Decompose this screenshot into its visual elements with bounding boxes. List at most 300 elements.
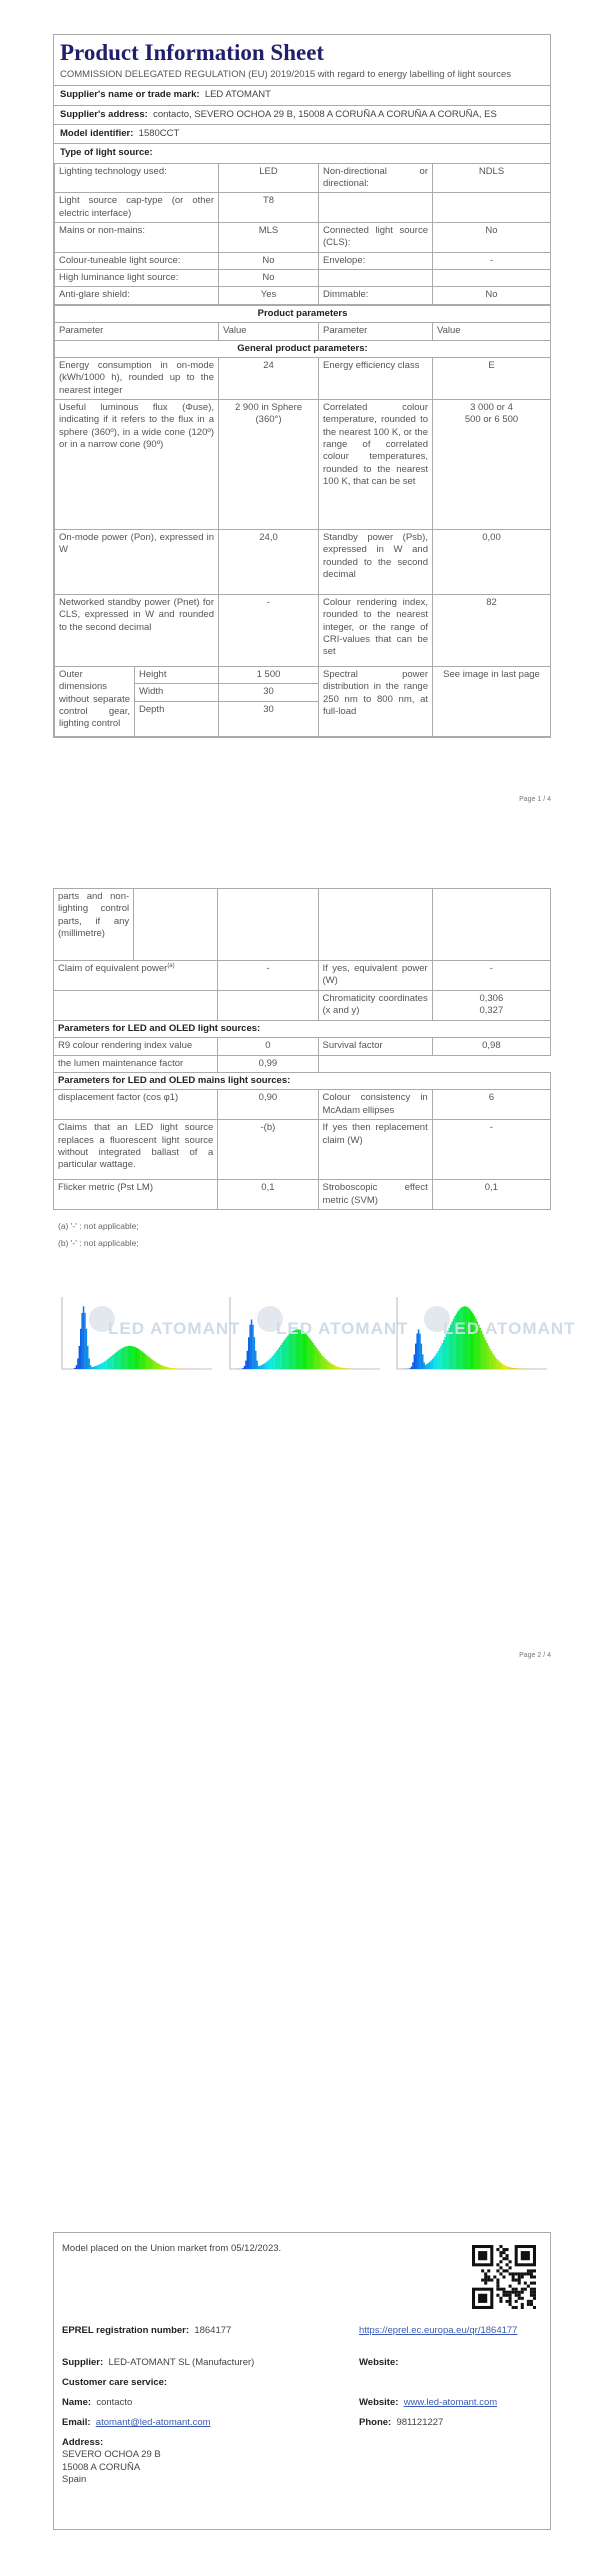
qr-module: [502, 2275, 505, 2278]
supplier-address: contacto, SEVERO OCHOA 29 B, 15008 A CORUÑA A CORUÑA A CORUÑA, ES: [153, 108, 497, 120]
spectrum-bar: [244, 1366, 246, 1369]
spectrum-bar: [493, 1355, 495, 1369]
cct-value-line1: 3 000 or 4: [470, 401, 513, 413]
spectrum-bar: [491, 1351, 493, 1369]
spectrum-bar: [308, 1337, 310, 1369]
spectrum-bar: [503, 1365, 505, 1369]
type-value-2: NDLS: [433, 163, 551, 193]
survival-factor-value: 0,98: [432, 1038, 550, 1055]
spectrum-bar: [104, 1361, 106, 1369]
qr-module: [496, 2294, 499, 2297]
eprel-reg-number: 1864177: [194, 2325, 232, 2336]
qr-finder: [478, 2251, 487, 2260]
market-placed-text: Model placed on the Union market from 05/12/2023.: [62, 2243, 282, 2254]
qr-module: [481, 2269, 484, 2272]
model-label: Model identifier:: [60, 128, 134, 140]
blank-cell: [54, 991, 218, 1021]
qr-module: [530, 2303, 533, 2306]
spectrum-bar: [128, 1346, 130, 1369]
fluorescent-replacement-value: -(b): [218, 1120, 318, 1180]
qr-module: [533, 2275, 536, 2278]
spectrum-bar: [430, 1360, 432, 1369]
qr-module: [481, 2279, 484, 2282]
standby-power-value: 0,00: [433, 529, 551, 594]
spectrum-bar: [107, 1359, 109, 1369]
spectrum-bar: [340, 1368, 342, 1369]
watermark-text: LED ATOMANT: [443, 1319, 576, 1338]
spectrum-bar: [317, 1349, 319, 1369]
displacement-factor-label: displacement factor (cos φ1): [54, 1090, 218, 1120]
outer-dimensions-label: Outer dimensions without separate control gear, lighting control: [55, 666, 135, 736]
type-param-2: Connected light source (CLS):: [319, 223, 433, 253]
type-param: High luminance light source:: [55, 270, 219, 287]
spectrum-bar: [492, 1353, 494, 1369]
height-value: 1 500: [219, 666, 319, 683]
spectrum-bar: [247, 1351, 249, 1369]
general-params-heading: General product parameters:: [55, 340, 551, 357]
spectrum-bar: [171, 1368, 173, 1369]
equivalent-power-label: If yes, equivalent power (W): [318, 961, 432, 991]
qr-module: [521, 2288, 524, 2291]
spectrum-bar: [88, 1358, 90, 1369]
spectrum-bar: [76, 1365, 78, 1369]
type-value: LED: [219, 163, 319, 193]
type-value: No: [219, 252, 319, 269]
spectrum-bar: [118, 1350, 120, 1369]
spd-value: See image in last page: [433, 666, 551, 736]
qr-module: [530, 2269, 533, 2272]
spectrum-bar: [143, 1353, 145, 1369]
qr-module: [521, 2275, 524, 2278]
depth-label: Depth: [135, 701, 219, 736]
type-row-0: [55, 163, 551, 193]
qr-module: [533, 2282, 536, 2285]
address-line-3: Spain: [62, 2474, 87, 2486]
type-row: [54, 143, 550, 162]
qr-module: [496, 2263, 499, 2266]
spectrum-bar: [268, 1360, 270, 1369]
spectrum-bar: [126, 1346, 128, 1369]
qr-module: [487, 2269, 490, 2272]
chromaticity-x: 0,306: [479, 993, 504, 1004]
qr-module: [515, 2279, 518, 2282]
qr-module: [509, 2272, 512, 2275]
spectrum-bar: [109, 1357, 111, 1369]
spectrum-bar: [74, 1368, 76, 1369]
spectrum-bar: [139, 1350, 141, 1369]
spectrum-bar: [342, 1368, 344, 1369]
spectrum-bar: [86, 1329, 88, 1369]
qr-module: [487, 2275, 490, 2278]
spectrum-bar: [312, 1343, 314, 1369]
spectrum-bar: [443, 1340, 445, 1369]
spectrum-bar: [130, 1346, 132, 1369]
spectrum-bar: [429, 1362, 431, 1369]
spectrum-bar: [150, 1358, 152, 1369]
spectrum-bar: [97, 1365, 99, 1369]
website-link[interactable]: www.led-atomant.com: [403, 2397, 498, 2408]
spectrum-bar: [421, 1344, 423, 1369]
spectrum-bar: [83, 1306, 85, 1369]
spectrum-bar: [346, 1368, 348, 1369]
type-value-2: No: [433, 223, 551, 253]
replacement-claim-label: If yes then replacement claim (W): [318, 1120, 432, 1180]
qr-module: [518, 2297, 521, 2300]
spectrum-bar: [269, 1359, 271, 1369]
type-value: No: [219, 270, 319, 287]
spectrum-bar: [144, 1354, 146, 1369]
qr-finder: [521, 2251, 530, 2260]
qr-module: [521, 2272, 524, 2275]
qr-module: [484, 2279, 487, 2282]
spectrum-bar: [115, 1353, 117, 1369]
info-sheet-page-2: [53, 888, 551, 1210]
spectrum-bar: [277, 1349, 279, 1369]
website2-label: Website:: [359, 2397, 399, 2408]
spectrum-bar: [279, 1347, 281, 1369]
standby-power-label: Standby power (Psb), expressed in W and rounded to the second decimal: [319, 529, 433, 594]
qr-module: [502, 2269, 505, 2272]
eprel-url-link[interactable]: https://eprel.ec.europa.eu/qr/1864177: [359, 2325, 518, 2336]
qr-module: [499, 2254, 502, 2257]
chromaticity-y: 0,327: [479, 1005, 504, 1017]
spectrum-bar: [105, 1361, 107, 1369]
spectrum-bar: [307, 1336, 309, 1369]
spectrum-bar: [156, 1362, 158, 1369]
qr-module: [524, 2282, 527, 2285]
qr-module: [509, 2266, 512, 2269]
page-number-2: Page 2 / 4: [519, 1652, 551, 1659]
spectrum-bar: [331, 1364, 333, 1369]
qr-module: [521, 2303, 524, 2306]
qr-module: [496, 2288, 499, 2291]
spectrum-bar: [254, 1337, 256, 1369]
spectrum-bar: [489, 1349, 491, 1369]
spectrum-bar: [409, 1368, 411, 1369]
spectrum-bar: [129, 1346, 131, 1369]
colour-consistency-label: Colour consistency in McAdam ellipses: [318, 1090, 432, 1120]
qr-module: [509, 2303, 512, 2306]
spectrum-bar: [506, 1366, 508, 1369]
qr-module: [506, 2269, 509, 2272]
type-param-2: Non-directional or directional:: [319, 163, 433, 193]
type-value-2: [433, 270, 551, 287]
flicker-value: 0,1: [218, 1180, 318, 1210]
type-row-2: [55, 223, 551, 253]
qr-module: [484, 2275, 487, 2278]
spectrum-bar: [484, 1337, 486, 1369]
spectrum-bar: [167, 1367, 169, 1369]
spd-label: Spectral power distribution in the range 250 nm to 800 nm, at full-load: [319, 666, 433, 736]
product-params-heading: Product parameters: [55, 305, 551, 322]
replacement-claim-value: -: [432, 1120, 550, 1180]
qr-module: [499, 2288, 502, 2291]
qr-module: [509, 2260, 512, 2263]
lumen-maintenance-value: 0,99: [218, 1055, 318, 1072]
info-sheet-page-1: [53, 34, 551, 738]
spectrum-bar: [329, 1363, 331, 1369]
spectrum-bar: [77, 1358, 79, 1369]
qr-module: [502, 2257, 505, 2260]
spectrum-bar: [248, 1337, 250, 1369]
supplier-name-row: [54, 85, 550, 104]
spectrum-bar: [259, 1366, 261, 1369]
qr-module: [499, 2300, 502, 2303]
qr-module: [530, 2272, 533, 2275]
spectrum-bar: [276, 1351, 278, 1369]
displacement-factor-value: 0,90: [218, 1090, 318, 1120]
supplier-address-row: [54, 105, 550, 124]
cct-label: Correlated colour temperature, rounded to the nearest 100 K, or the range of correlated colour temperatures, rounded to the nearest 100 K, that can be set: [319, 399, 433, 529]
spectrum-bar: [95, 1366, 97, 1369]
spectrum-bar: [318, 1351, 320, 1369]
qr-module: [515, 2300, 518, 2303]
type-param: Colour-tuneable light source:: [55, 252, 219, 269]
qr-module: [512, 2275, 515, 2278]
spectrum-bar: [160, 1365, 162, 1369]
spectrum-bar: [84, 1313, 86, 1369]
spectrum-bar: [422, 1354, 424, 1369]
on-mode-power-value: 24,0: [219, 529, 319, 594]
qr-module: [512, 2291, 515, 2294]
qr-module: [515, 2291, 518, 2294]
depth-value: 30: [219, 701, 319, 736]
spectrum-bar: [433, 1357, 435, 1369]
qr-module: [502, 2248, 505, 2251]
spectrum-bar: [161, 1365, 163, 1369]
qr-module: [506, 2300, 509, 2303]
height-label: Height: [135, 666, 219, 683]
spectrum-bar: [252, 1325, 254, 1369]
spectrum-bar: [339, 1367, 341, 1369]
spectrum-bar: [426, 1364, 428, 1369]
spectrum-bar: [273, 1354, 275, 1369]
led-params-heading: Parameters for LED and OLED light sources:: [54, 1021, 551, 1038]
qr-module: [499, 2266, 502, 2269]
supplier-name: LED ATOMANT: [204, 89, 271, 101]
spectrum-bar: [319, 1353, 321, 1369]
spectrum-bar: [322, 1356, 324, 1369]
spectrum-bar: [439, 1349, 441, 1369]
footnote-b: (b) '-' : not applicable;: [58, 1238, 139, 1248]
type-value-2: -: [433, 252, 551, 269]
params-table-continued: [53, 888, 551, 1210]
qr-module: [499, 2272, 502, 2275]
mains-params-heading: Parameters for LED and OLED mains light sources:: [54, 1073, 551, 1090]
type-value-2: No: [433, 287, 551, 304]
qr-module: [499, 2260, 502, 2263]
qr-module: [518, 2272, 521, 2275]
type-param-2: Dimmable:: [319, 287, 433, 304]
spectrum-bar: [174, 1368, 176, 1369]
spectrum-bar: [272, 1356, 274, 1369]
qr-module: [496, 2282, 499, 2285]
page-title: Product Information Sheet: [60, 40, 325, 65]
qr-module: [527, 2303, 530, 2306]
luminous-flux-label: Useful luminous flux (Φuse), indicating if it refers to the flux in a sphere (360º), in a wide cone (120º) or in a narrow cone (90º): [55, 399, 219, 529]
spectrum-bar: [262, 1364, 264, 1369]
eprel-left-column: [62, 2325, 332, 2486]
qr-module: [524, 2288, 527, 2291]
spectrum-bar: [437, 1351, 439, 1369]
qr-module: [524, 2272, 527, 2275]
spectrum-bar: [135, 1347, 137, 1369]
website-label: Website:: [359, 2357, 399, 2368]
svm-value: 0,1: [432, 1180, 550, 1210]
spectrum-bar: [122, 1348, 124, 1369]
qr-module: [506, 2291, 509, 2294]
qr-module: [515, 2306, 518, 2309]
page-number-1: Page 1 / 4: [519, 796, 551, 803]
spectrum-bar: [486, 1343, 488, 1369]
spectrum-bar: [314, 1345, 316, 1369]
qr-module: [509, 2291, 512, 2294]
blank-cell: [218, 991, 318, 1021]
type-param: Lighting technology used:: [55, 163, 219, 193]
qr-module: [527, 2272, 530, 2275]
spectrum-bar: [170, 1368, 172, 1369]
equivalent-power-claim-value: -: [218, 961, 318, 991]
cri-label: Colour rendering index, rounded to the nearest integer, or the range of CRI-values that can be set: [319, 594, 433, 666]
spectrum-bar: [444, 1337, 446, 1369]
width-label: Width: [135, 684, 219, 701]
qr-module: [496, 2269, 499, 2272]
qr-module: [496, 2248, 499, 2251]
type-row-1: [55, 193, 551, 223]
col-header-param: Parameter: [55, 323, 219, 340]
spectrum-bar: [336, 1366, 338, 1369]
spectrum-bar: [332, 1364, 334, 1369]
spectrum-bar: [125, 1347, 127, 1369]
qr-module: [530, 2291, 533, 2294]
networked-standby-label: Networked standby power (Pnet) for CLS, expressed in W and rounded to the second decimal: [55, 594, 219, 666]
qr-module: [506, 2248, 509, 2251]
spectrum-bar: [310, 1339, 312, 1369]
qr-module: [506, 2294, 509, 2297]
spectrum-bar: [436, 1353, 438, 1369]
spectrum-bar: [154, 1361, 156, 1369]
spectrum-bar: [90, 1365, 92, 1369]
qr-module: [487, 2279, 490, 2282]
regulation-text: COMMISSION DELEGATED REGULATION (EU) 2019/2015 with regard to energy labelling of light sources: [60, 69, 512, 80]
energy-consumption-value: 24: [219, 357, 319, 399]
watermark-text: LED ATOMANT: [108, 1319, 241, 1338]
spectrum-bar: [147, 1356, 149, 1369]
chromaticity-label: Chromaticity coordinates (x and y): [318, 991, 432, 1021]
spectrum-bar: [157, 1363, 159, 1369]
qr-module: [518, 2275, 521, 2278]
spectrum-bar: [283, 1341, 285, 1369]
spectrum-bar: [81, 1313, 83, 1369]
qr-module: [509, 2300, 512, 2303]
type-value: T8: [219, 193, 319, 223]
type-value-2: [433, 193, 551, 223]
qr-module: [502, 2288, 505, 2291]
col-header-value: Value: [219, 323, 319, 340]
spectrum-bar: [98, 1365, 100, 1369]
outer-dimensions-cont: parts and non-lighting control parts, if any (millimetre): [54, 889, 134, 961]
spectrum-bar: [485, 1340, 487, 1369]
qr-module: [530, 2282, 533, 2285]
spectrum-bar: [168, 1367, 170, 1369]
params-table: [54, 305, 551, 737]
energy-class-value: E: [433, 357, 551, 399]
qr-module: [490, 2279, 493, 2282]
spectrum-bar: [414, 1354, 416, 1369]
col-header-value-2: Value: [433, 323, 551, 340]
address-line-2: 15008 A CORUÑA: [62, 2461, 141, 2473]
spectrum-bar: [416, 1334, 418, 1369]
type-row-3: [55, 252, 551, 269]
spectrum-bar: [132, 1346, 134, 1369]
spectrum-bar: [137, 1349, 139, 1369]
phone-value: 981121227: [396, 2417, 444, 2428]
cct-value-line2: 500 or 6 500: [464, 414, 519, 426]
spectrum-bar: [261, 1365, 263, 1369]
spectrum-bar: [80, 1329, 82, 1369]
spectrum-bar: [324, 1358, 326, 1369]
qr-module: [515, 2288, 518, 2291]
qr-module: [533, 2306, 536, 2309]
qr-module: [533, 2297, 536, 2300]
supplier-label: Supplier:: [62, 2357, 104, 2368]
qr-module: [502, 2294, 505, 2297]
spectrum-bar: [79, 1346, 81, 1369]
spectrum-bar: [242, 1368, 244, 1369]
spectrum-bar: [140, 1350, 142, 1369]
spectrum-bar: [112, 1355, 114, 1369]
qr-module: [530, 2300, 533, 2303]
watermark-text: LED ATOMANT: [276, 1319, 409, 1338]
model-identifier: 1580CCT: [138, 128, 180, 140]
qr-module: [518, 2282, 521, 2285]
spectrum-bar: [425, 1365, 427, 1369]
spectrum-bar: [172, 1368, 174, 1369]
spectrum-bar: [121, 1349, 123, 1369]
spectrum-bar: [333, 1365, 335, 1369]
email-label: Email:: [62, 2417, 91, 2428]
spectrum-bar: [284, 1339, 286, 1369]
qr-module: [512, 2288, 515, 2291]
type-value: Yes: [219, 287, 319, 304]
spectrum-bar: [321, 1354, 323, 1369]
eprel-right-column: [359, 2325, 539, 2437]
type-param-2: [319, 270, 433, 287]
luminous-flux-value: 2 900 in Sphere (360°): [219, 399, 319, 529]
qr-module: [530, 2288, 533, 2291]
qr-module: [499, 2297, 502, 2300]
qr-module: [496, 2285, 499, 2288]
spectrum-bar: [423, 1362, 425, 1369]
email-link[interactable]: atomant@led-atomant.com: [95, 2417, 211, 2428]
spectrum-bar: [251, 1320, 253, 1370]
spectrum-bar: [513, 1368, 515, 1369]
r9-value: 0: [218, 1038, 318, 1055]
qr-module: [499, 2245, 502, 2248]
spectrum-bar: [428, 1363, 430, 1369]
type-label: Type of light source:: [60, 147, 153, 159]
spectrum-bar: [102, 1362, 104, 1369]
blank-cell: [432, 1055, 550, 1072]
name-label: Name:: [62, 2397, 92, 2408]
spectrum-bar: [153, 1361, 155, 1369]
qr-module: [484, 2272, 487, 2275]
cri-value: 82: [433, 594, 551, 666]
address-label: Address:: [62, 2437, 104, 2448]
spectrum-bar: [325, 1359, 327, 1369]
type-table: [54, 163, 551, 305]
address-line-1: SEVERO OCHOA 29 B: [62, 2449, 161, 2461]
